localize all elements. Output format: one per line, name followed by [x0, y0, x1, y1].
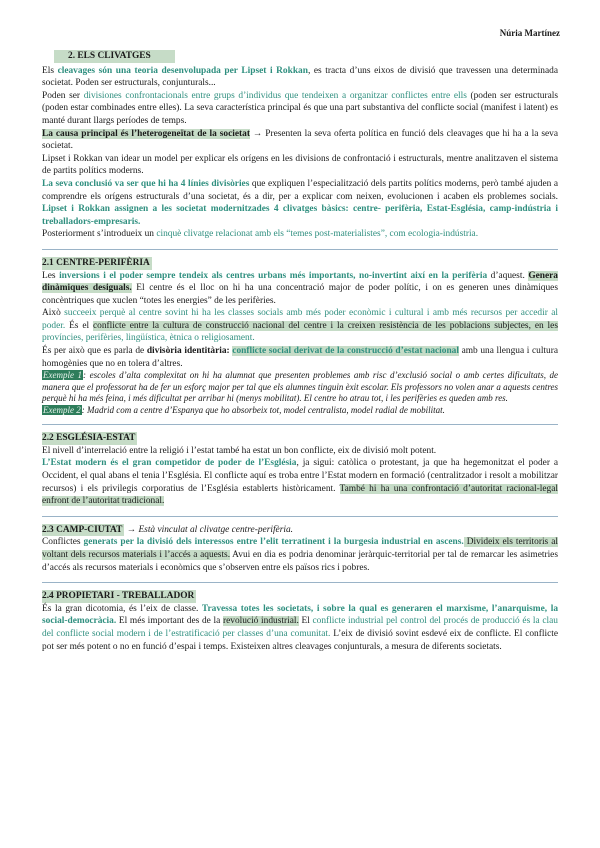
author-name: Núria Martínez [499, 28, 560, 38]
paragraph: Poden ser divisiones confrontacionals entre grups d’individus que tendeixen a organitzar conflictes entre ells (poden ser estructurals (poden estar combinades entre elles). La seva característica principal és que una part substantiva del conflicte social (manifest i latent) es manté durant llargs períodes de temps. [42, 90, 558, 126]
paragraph: El nivell d’interrelació entre la religió i l’estat també ha estat un bon conflicte, eix de divisió molt potent. [42, 445, 437, 456]
section-2-2 [42, 424, 558, 445]
paragraph: La seva conclusió va ser que hi ha 4 línies divisòries que expliquen l’especialització dels partits polítics moderns, però també ajuden a comprendre els orígens estructurals d’una societat, és a dir, per a explicar com neixen, evolucionen i acaben els problemes socials. Lipset i Rokkan assignen a les societat modernitzades 4 clivatges bàsics: centre- perifèria, Estat-Església, camp-indústria i treballadors-empresaris. [42, 178, 559, 227]
paragraph: És per això que es parla de divisòria identitària: conflicte social derivat de la construcció d’estat nacional amb una llengua i cultura homogènies que no en tolera d’altres. [42, 346, 559, 369]
paragraph: Això succeeix perquè al centre sovint hi ha les classes socials amb més poder econòmic i cultural i amb més recursos per accedir al poder. És el conflicte entre la cultura de construcció nacional del centre i la creixen resistència de les poblacions subjectes, en les províncies, perifèries, lingüística, ètnica o religiosament. [42, 308, 558, 344]
example-2: Exemple 2: Madrid com a centre d’Espanya que ho absorbeix tot, model centralista, model radial de mobilitat. [43, 404, 445, 415]
section-heading-camp-ciutat: 2.3 CAMP-CIUTAT [42, 524, 123, 535]
example-label: Exemple 1 [43, 370, 83, 381]
section-heading-esglesia-estat: 2.2 ESGLÉSIA-ESTAT [42, 433, 136, 444]
section-heading-clivatges: 2. ELS CLIVATGES [54, 50, 175, 63]
paragraph: L’Estat modern és el gran competidor de poder de l’Església, ja sigui: catòlica o protestant, ja que ha hegemonitzat el poder a Occident, el qual abans el tenia l’Església. El conflicte aquí es troba entre l’Estat modern en formació (centralitzador i resolt a mobilitzar recursos) i els privilegis corporatius de l’Església establerts històricament. També hi ha una confrontació d’autoritat racional-legal enfront de l’autoritat tradicional. [42, 458, 558, 507]
section-2-1 [42, 249, 558, 270]
section-note: Està vinculat al clivatge centre-perifèria. [138, 524, 293, 535]
section-2-4 [42, 582, 558, 603]
example-1: Exemple 1: escoles d’alta complexitat on hi ha alumnat que presenten problemes amb risc d’exclusió social o amb certes dificultats, de manera que el professorat ha de fer un esforç major per tal que els alumnes tinguin èxit escolar. Els professors no volen anar a aquests centres perquè hi ha més feina, i més dificultat per arribar hi (menys mobilitat). El centre ho atrau tot, i les perifèries es queden amb res. [42, 370, 559, 404]
paragraph: Conflictes generats per la divisió dels interessos entre l’elit terratinent i la burgesia industrial en ascens. Divideix els territoris al voltant dels recursos materials i l’accés a aquests. Avui en dia es podria denominar jeràrquic-territorial per tal de remarcar les asimetries d’accés als recursos materials i econòmics que s’observen entre els països rics i pobres. [42, 537, 558, 573]
section-heading-propietari-treballador: 2.4 PROPIETARI - TREBALLADOR [42, 591, 195, 602]
section-heading-centre-periferia: 2.1 CENTRE-PERIFÈRIA [42, 257, 150, 268]
paragraph: Posteriorment s’introdueix un cinquè clivatge relacionat amb els “temes post-materialistes”, com ecologia-indústria. [42, 229, 479, 240]
paragraph: És la gran dicotomia, és l’eix de classe. Travessa totes les societats, i sobre la qual es generaren el marxisme, l’anarquisme, la social-democràcia. El més important des de la revolució industrial. El conflicte industrial pel control del procés de producció és la clau del conflicte social modern i de l’estratificació per classes d’una comunitat. L’eix de divisió sovint esdevé eix de conflicte. El conflicte pot ser més potent o no en funció d’espai i temps. Existeixen altres cleavages conjunturals, a mesura de diferents societats. [42, 603, 559, 652]
paragraph: La causa principal és l’heterogeneïtat de la societat → Presenten la seva oferta política en funció dels cleavages que hi ha a la seva societat. [42, 128, 558, 152]
paragraph: Lipset i Rokkan van idear un model per explicar els orígens en les divisions de confrontació i estructurals, mentre analitzaven el sistema de partits polítics moderns. [42, 153, 558, 177]
section-2-3 [42, 516, 558, 537]
example-label: Exemple 2 [43, 404, 81, 415]
paragraph: Les inversions i el poder sempre tendeix als centres urbans més importants, no-invertint així en la perifèria d’aquest. Genera dinàmiques desiguals. El centre és el lloc on hi ha una concentració major de poder polític, i on es generen unes dinàmiques concèntriques que xuclen “totes les energies” de les perifèries. [42, 270, 558, 306]
document-body [42, 50, 558, 653]
paragraph: Els cleavages són una teoria desenvolupada per Lipset i Rokkan, es tracta d’uns eixos de divisió que travessen una determinada societat. Poden ser estructurals, conjunturals... [42, 65, 559, 89]
arrow-icon: → [124, 524, 139, 535]
